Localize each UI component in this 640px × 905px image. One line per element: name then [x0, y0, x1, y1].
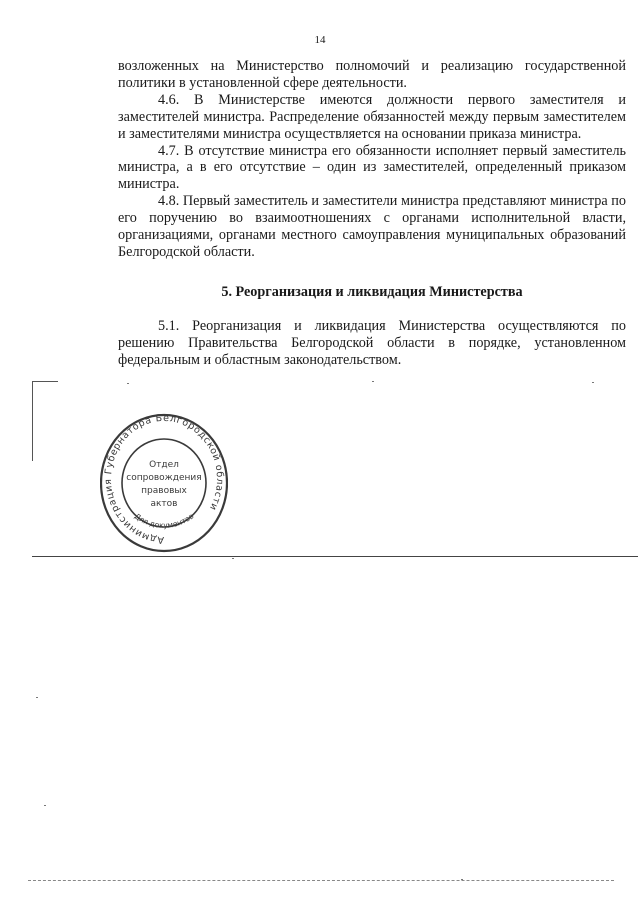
- paragraph-4-8: 4.8. Первый заместитель и заместители министра представляют министра по его поручению во взаимоотношениях с органами исполнительной власти, организациями, органами местного самоуправления муниципальных образований Белгородской области.: [118, 193, 626, 260]
- paragraph-continuation: возложенных на Министерство полномочий и реализацию государственной политики в установленной сфере деятельности.: [118, 58, 626, 91]
- stamp-frame-bottom: [32, 556, 638, 557]
- document-body: [118, 58, 626, 369]
- scan-speck: [127, 383, 129, 384]
- footer-rule: [28, 880, 614, 881]
- stamp-frame-left: [32, 381, 33, 461]
- scan-speck: [232, 558, 234, 559]
- scan-speck: [372, 381, 374, 382]
- stamp-line-1: Отдел: [149, 460, 179, 470]
- scan-speck: [36, 697, 38, 698]
- page-number: 14: [314, 34, 326, 46]
- svg-text:Для документов: [133, 511, 196, 529]
- stamp-frame-top: [32, 381, 58, 382]
- paragraph-4-6: 4.6. В Министерстве имеются должности первого заместителя и заместителей министра. Распределение обязанностей между первым заместителем и заместителями министра осуществляется на основании приказа министра.: [118, 91, 626, 142]
- paragraph-4-7: 4.7. В отсутствие министра его обязанности исполняет первый заместитель министра, а в его отсутствие – один из заместителей, определенный приказом министра.: [118, 142, 626, 193]
- seal-stamp-icon: [100, 413, 228, 555]
- paragraph-5-1: 5.1. Реорганизация и ликвидация Министерства осуществляются по решению Правительства Белгородской области в порядке, установленном федеральным и областным законодательством.: [118, 317, 626, 368]
- scan-speck: [44, 805, 46, 806]
- stamp-outer-text: Администрация Губернатора Белгородской области: [102, 413, 226, 546]
- stamp-inner-bottom-text: Для документов: [132, 511, 196, 530]
- stamp-line-3: правовых: [141, 486, 187, 496]
- stamp-line-2: сопровождения: [126, 473, 202, 483]
- scan-speck: [592, 382, 594, 383]
- stamp-line-4: актов: [150, 499, 178, 509]
- section-5-heading: 5. Реорганизация и ликвидация Министерства: [221, 283, 523, 300]
